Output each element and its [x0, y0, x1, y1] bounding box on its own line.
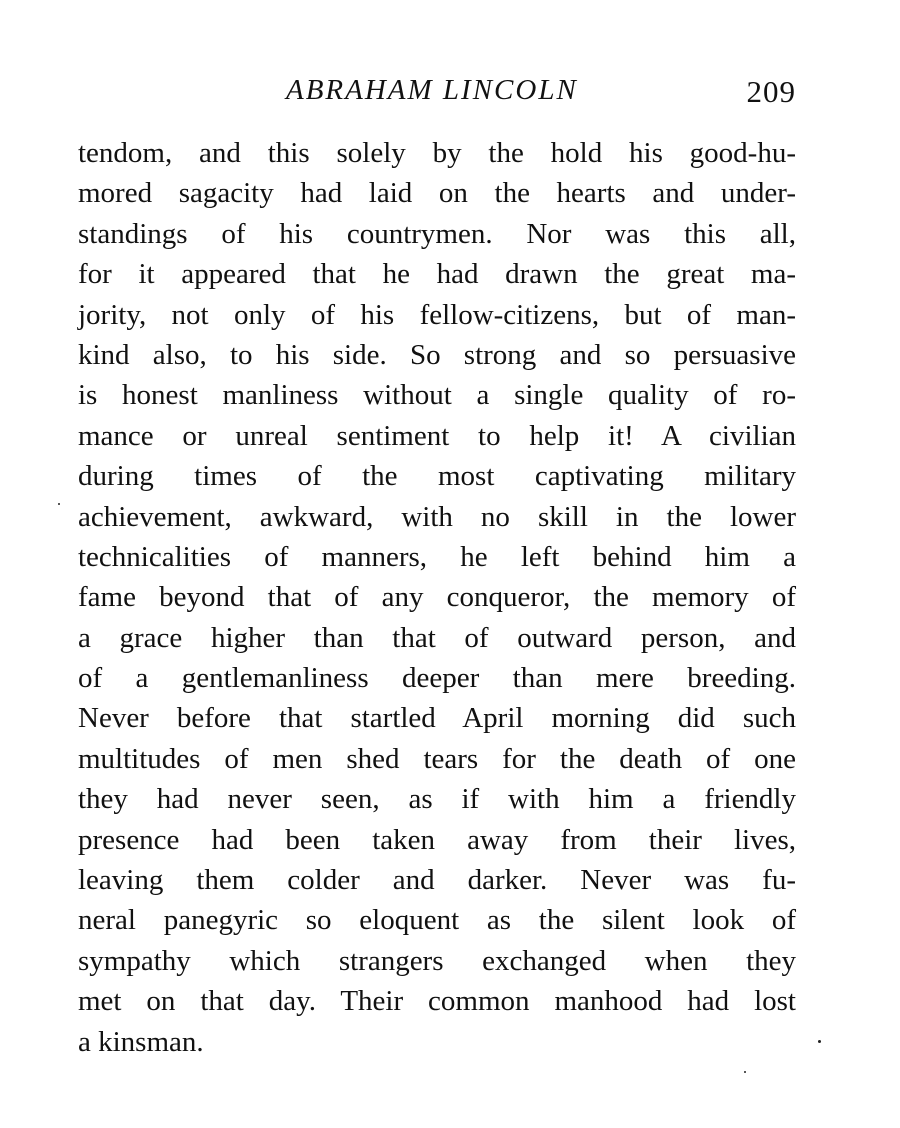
text-line: achievement, awkward, with no skill in the lower	[78, 500, 796, 533]
scan-speck	[744, 1071, 746, 1073]
text-line: a kinsman.	[78, 1025, 204, 1058]
text-line: jority, not only of his fellow-citizens, but of man-	[78, 298, 796, 331]
scan-speck	[58, 503, 60, 505]
text-line: is honest manliness without a single quality of ro-	[78, 379, 796, 412]
text-line: multitudes of men shed tears for the death of one	[78, 742, 796, 775]
text-line: fame beyond that of any conqueror, the memory of	[78, 581, 796, 614]
scan-speck	[818, 1040, 821, 1043]
text-line: mored sagacity had laid on the hearts and under-	[78, 177, 796, 210]
body-paragraph	[78, 133, 796, 1062]
text-line: presence had been taken away from their lives,	[78, 823, 796, 856]
text-line: during times of the most captivating military	[78, 460, 796, 493]
text-line: a grace higher than that of outward person, and	[78, 621, 796, 654]
text-line: they had never seen, as if with him a friendly	[78, 783, 796, 816]
text-line: Never before that startled April morning did such	[78, 702, 796, 735]
text-line: tendom, and this solely by the hold his good-hu-	[78, 137, 796, 169]
page-number: 209	[746, 74, 796, 109]
running-title: ABRAHAM LINCOLN	[286, 74, 578, 106]
text-line: kind also, to his side. So strong and so persuasive	[78, 338, 796, 371]
text-line: technicalities of manners, he left behind him a	[78, 540, 796, 573]
text-line: leaving them colder and darker. Never was fu-	[78, 864, 796, 897]
text-line: of a gentlemanliness deeper than mere breeding.	[78, 662, 796, 695]
running-head	[78, 74, 796, 114]
text-line: for it appeared that he had drawn the great ma-	[78, 258, 796, 291]
text-line: neral panegyric so eloquent as the silent look of	[78, 904, 796, 937]
text-line: mance or unreal sentiment to help it! A civilian	[78, 419, 796, 452]
text-line: standings of his countrymen. Nor was this all,	[78, 217, 796, 250]
text-line: sympathy which strangers exchanged when they	[78, 944, 796, 977]
text-line: met on that day. Their common manhood had lost	[78, 985, 796, 1018]
